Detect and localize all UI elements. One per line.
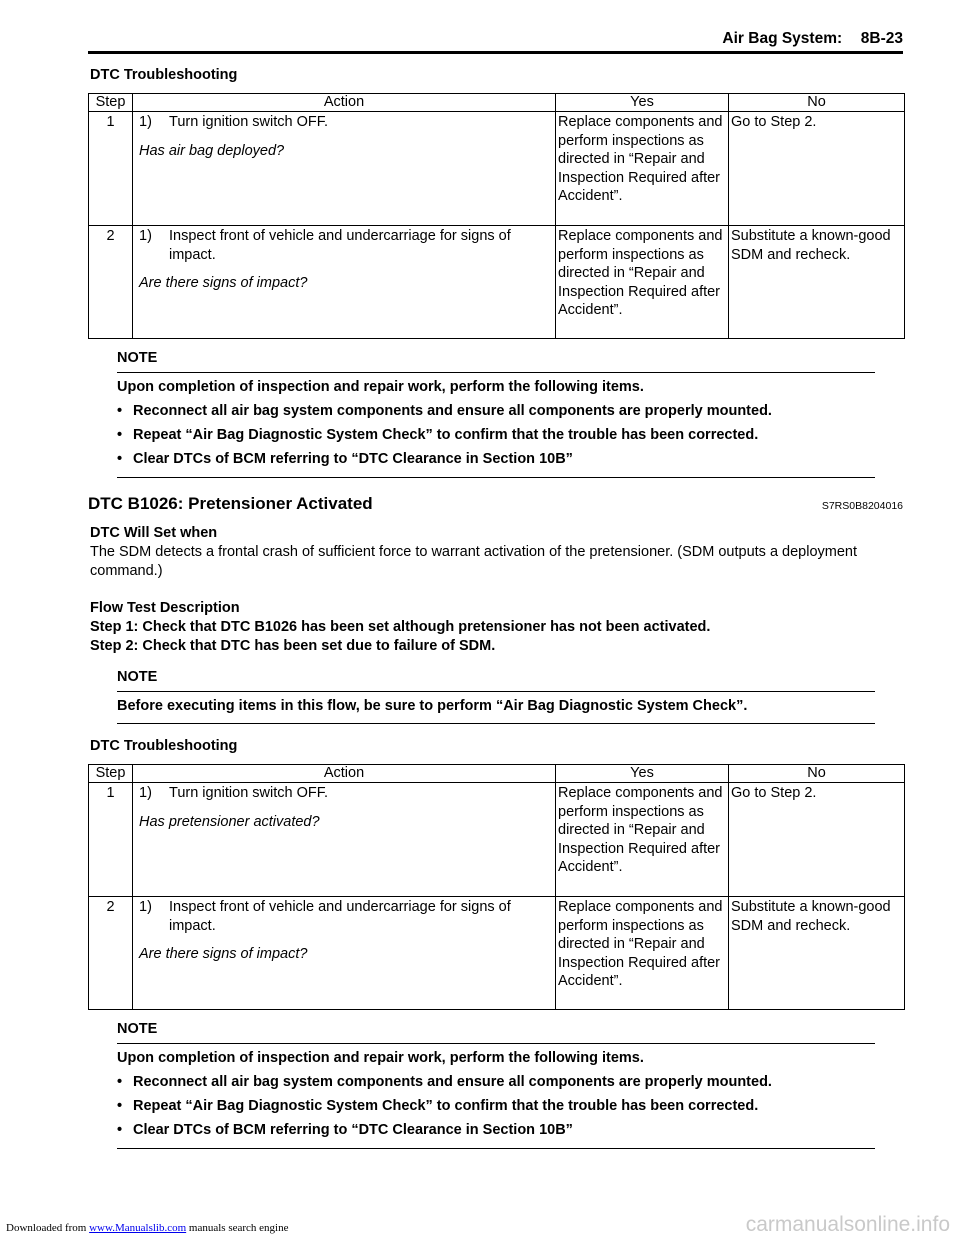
step-cell: 1 [89,112,133,226]
action-question: Has pretensioner activated? [139,813,320,830]
action-number: 1) [139,785,152,801]
col-no: No [729,94,905,112]
no-cell: Go to Step 2. [729,783,905,897]
action-cell [133,112,556,226]
flow-step-2: Step 2: Check that DTC has been set due to failure of SDM. [90,638,496,654]
note-bullet-item [117,426,875,444]
troubleshooting-label-2: DTC Troubleshooting [90,738,238,754]
bullet-mark: • [117,451,123,467]
section-heading [88,494,903,514]
action-cell [133,783,556,897]
bullet-mark: • [117,1122,123,1138]
note-box-1 [117,350,875,478]
note-title: NOTE [117,1021,158,1037]
note-bottom-rule [117,723,875,724]
note-bullet-text: Reconnect all air bag system components and ensure all components are properly mounted. [133,403,772,419]
note-bottom-rule [117,1148,875,1149]
note-bullet-text: Reconnect all air bag system components and ensure all components are properly mounted. [133,1074,772,1090]
note-bullet-item [117,402,875,420]
note-top-rule [117,1043,875,1044]
header-title: Air Bag System: [722,30,843,47]
note-bullet-item [117,1097,875,1115]
action-cell [133,897,556,1010]
note-bullet-item [117,450,875,468]
col-action: Action [133,765,556,783]
footer-suffix: manuals search engine [188,1222,289,1234]
action-text: Turn ignition switch OFF. [169,785,329,801]
step-cell: 2 [89,897,133,1010]
table-row [89,897,905,1010]
table-header-row [89,765,905,783]
col-step: Step [89,94,133,112]
header-rule [88,51,903,54]
no-cell: Substitute a known-good SDM and recheck. [729,226,905,339]
col-yes: Yes [556,765,729,783]
note-bullet-text: Clear DTCs of BCM referring to “DTC Clearance in Section 10B” [133,451,573,467]
note-bullet-item [117,1121,875,1139]
yes-cell: Replace components and perform inspections as directed in “Repair and Inspection Required after Accident”. [556,897,729,1010]
step-cell: 1 [89,783,133,897]
table-row [89,226,905,339]
yes-cell: Replace components and perform inspections as directed in “Repair and Inspection Required after Accident”. [556,783,729,897]
no-cell: Substitute a known-good SDM and recheck. [729,897,905,1010]
step-cell: 2 [89,226,133,339]
note-top-rule [117,691,875,692]
bullet-mark: • [117,427,123,443]
watermark-text: carmanualsonline.info [745,1213,950,1236]
bullet-mark: • [117,1074,123,1090]
action-question: Are there signs of impact? [139,275,308,291]
col-yes: Yes [556,94,729,112]
action-number: 1) [139,228,152,244]
action-text: Inspect front of vehicle and undercarriage for signs of impact. [169,899,511,934]
note-intro: Upon completion of inspection and repair work, perform the following items. [117,379,644,395]
table-header-row [89,94,905,112]
note-bullet-text: Repeat “Air Bag Diagnostic System Check” to confirm that the trouble has been corrected. [133,1098,759,1114]
bullet-mark: • [117,403,123,419]
action-cell [133,226,556,339]
note-bullet-item [117,1073,875,1091]
col-no: No [729,765,905,783]
no-cell: Go to Step 2. [729,112,905,226]
note-title: NOTE [117,669,158,685]
note-title: NOTE [117,350,158,366]
action-question: Has air bag deployed? [139,142,285,159]
will-set-paragraph [90,524,900,581]
action-text: Inspect front of vehicle and undercarriage for signs of impact. [169,228,511,263]
flow-test-label: Flow Test Description [90,600,240,616]
action-text: Turn ignition switch OFF. [169,114,329,130]
action-number: 1) [139,899,152,915]
troubleshooting-table-1 [88,93,905,339]
note-box-2 [117,669,875,724]
will-set-label: DTC Will Set when [90,525,218,541]
note-intro: Upon completion of inspection and repair work, perform the following items. [117,1050,644,1066]
header-page-number: 8B-23 [860,30,903,47]
yes-cell: Replace components and perform inspections as directed in “Repair and Inspection Required after Accident”. [556,112,729,226]
page-header [88,30,903,48]
section-code: S7RS0B8204016 [821,500,903,512]
flow-test-paragraph [90,599,900,656]
table-row [89,112,905,226]
yes-cell: Replace components and perform inspections as directed in “Repair and Inspection Required after Accident”. [556,226,729,339]
manualslib-link[interactable]: www.Manualslib.com [89,1222,187,1234]
note-bottom-rule [117,477,875,478]
footer-prefix: Downloaded from [6,1222,87,1234]
note-bullet-text: Clear DTCs of BCM referring to “DTC Clearance in Section 10B” [133,1122,573,1138]
note-text: Before executing items in this flow, be sure to perform “Air Bag Diagnostic System Check”. [117,698,748,714]
troubleshooting-table-2 [88,764,905,1010]
table-row [89,783,905,897]
bullet-mark: • [117,1098,123,1114]
troubleshooting-label-1: DTC Troubleshooting [90,67,238,83]
note-box-3 [117,1021,875,1149]
will-set-text: The SDM detects a frontal crash of sufficient force to warrant activation of the pretensioner. (SDM outputs a deployment command.) [90,544,858,579]
action-question: Are there signs of impact? [139,946,308,962]
col-step: Step [89,765,133,783]
flow-step-1: Step 1: Check that DTC B1026 has been set although pretensioner has not been activated. [90,619,711,635]
note-bullet-text: Repeat “Air Bag Diagnostic System Check” to confirm that the trouble has been corrected. [133,427,759,443]
action-number: 1) [139,114,152,130]
col-action: Action [133,94,556,112]
note-top-rule [117,372,875,373]
section-title: DTC B1026: Pretensioner Activated [88,494,373,513]
download-footer [6,1222,288,1234]
